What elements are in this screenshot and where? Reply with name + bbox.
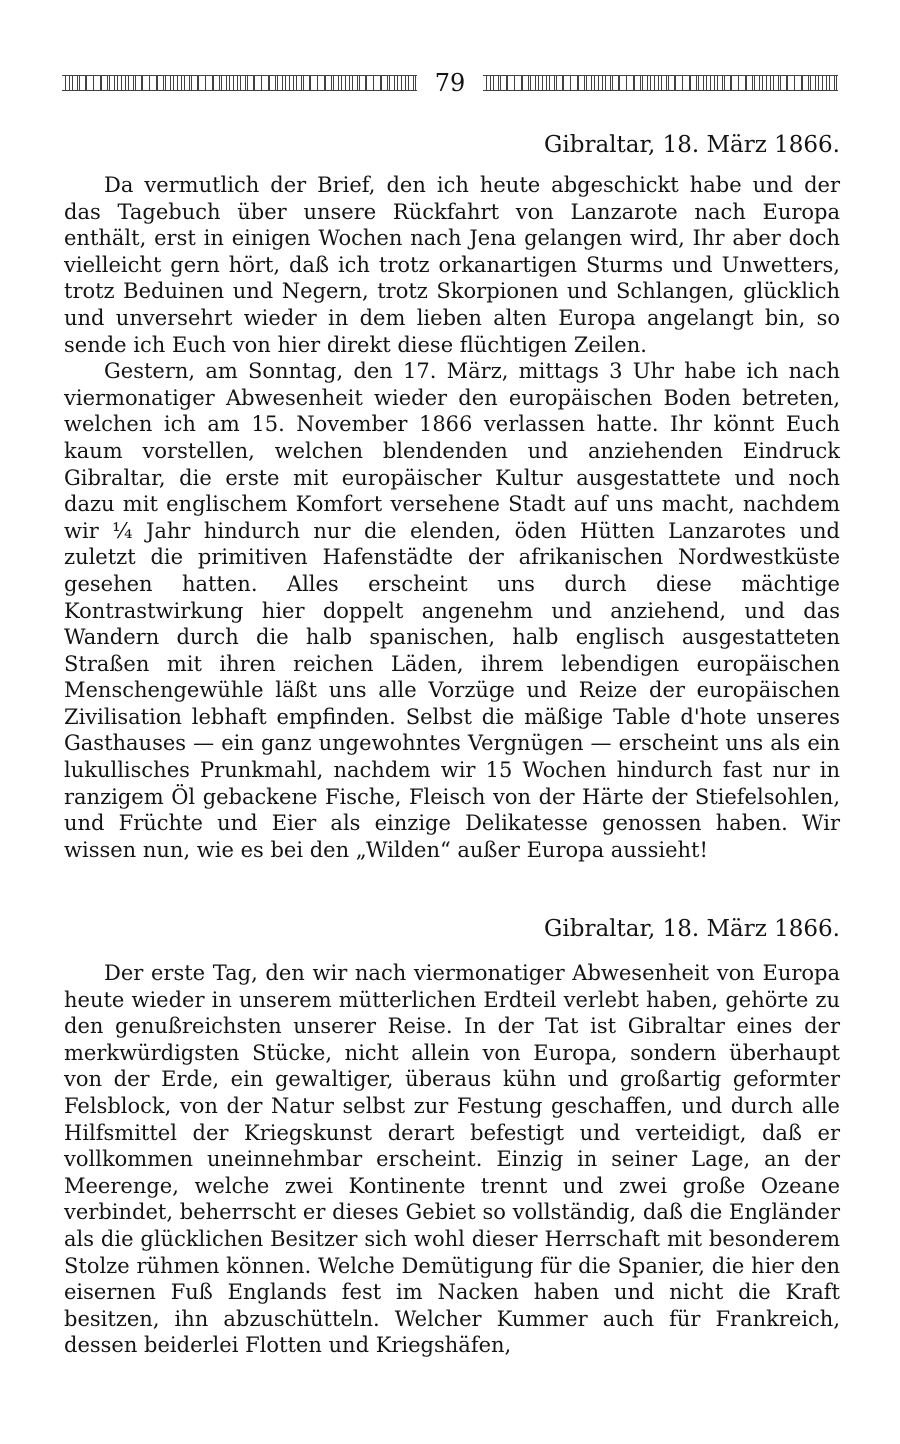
page-header (62, 64, 838, 102)
dateline: Gibraltar, 18. März 1866. (544, 916, 840, 942)
right-ornament-rule (483, 75, 838, 91)
dateline: Gibraltar, 18. März 1866. (544, 132, 840, 158)
body-paragraph: Der erste Tag, den wir nach viermonatiger Abwesenheit von Europa heute wieder in unserem mütterlichen Erdteil verlebt haben, gehörte zu den genußreichsten unserer Reise. In der Tat ist Gibraltar eines der merkwürdigsten Stücke, nicht allein von Europa, sondern überhaupt von der Erde, ein gewaltiger, überaus kühn und großartig geformter Felsblock, von der Natur selbst zur Festung geschaffen, und durch alle Hilfsmittel der Kriegskunst derart befestigt und verteidigt, daß er vollkommen uneinnehmbar erscheint. Einzig in seiner Lage, an der Meerenge, welche zwei Kontinente trennt und zwei große Ozeane verbindet, beherrscht er dieses Gebiet so vollständig, daß die Engländer als die glücklichen Besitzer sich wohl dieser Herrschaft mit besonderem Stolze rühmen können. Welche Demütigung für die Spanier, die hier den eisernen Fuß Englands fest im Nacken haben und nicht die Kraft besitzen, ihn abzuschütteln. Welcher Kummer auch für Frankreich, dessen beiderlei Flotten und Kriegshäfen, (64, 961, 840, 1358)
letter-section-2 (64, 914, 840, 1359)
left-ornament-rule (62, 75, 417, 91)
body-paragraph: Da vermutlich der Brief, den ich heute abgeschickt habe und der das Tagebuch über unsere Rückfahrt von Lanzarote nach Europa enthält, erst in einigen Wochen nach Jena gelangen wird, Ihr aber doch vielleicht gern hört, daß ich trotz orkanartigen Sturms und Unwetters, trotz Beduinen und Negern, trotz Skorpionen und Schlangen, glücklich und unversehrt wieder in dem lieben alten Europa angelangt bin, so sende ich Euch von hier direkt diese flüchtigen Zeilen. (64, 173, 840, 357)
page-number: 79 (434, 69, 466, 97)
body-paragraph: Gestern, am Sonntag, den 17. März, mittags 3 Uhr habe ich nach viermonatiger Abwesenheit wieder den europäischen Boden betreten, welchen ich am 15. November 1866 verlassen hatte. Ihr könnt Euch kaum vorstellen, welchen blendenden und anziehenden Eindruck Gibraltar, die erste mit europäischer Kultur ausgestattete und noch dazu mit englischem Komfort versehene Stadt auf uns macht, nachdem wir ¼ Jahr hindurch nur die elenden, öden Hütten Lanzarotes und zuletzt die primitiven Hafenstädte der afrikanischen Nordwestküste gesehen hatten. Alles erscheint uns durch diese mächtige Kontrastwirkung hier doppelt angenehm und anziehend, und das Wandern durch die halb spanischen, halb englisch ausgestatteten Straßen mit ihren reichen Läden, ihrem lebendigen europäischen Menschengewühle läßt uns alle Vorzüge und Reize der europäischen Zivilisation lebhaft empfinden. Selbst die mäßige Table d'hote unseres Gasthauses — ein ganz ungewohntes Vergnügen — erscheint uns als ein lukullisches Prunkmahl, nachdem wir 15 Wochen hindurch fast nur in ranzigem Öl gebackene Fische, Fleisch von der Härte der Stiefelsohlen, und Früchte und Eier als einzige Delikatesse genossen haben. Wir wissen nun, wie es bei den „Wilden“ außer Europa aussieht! (64, 359, 840, 862)
letter-section-1 (64, 130, 840, 863)
